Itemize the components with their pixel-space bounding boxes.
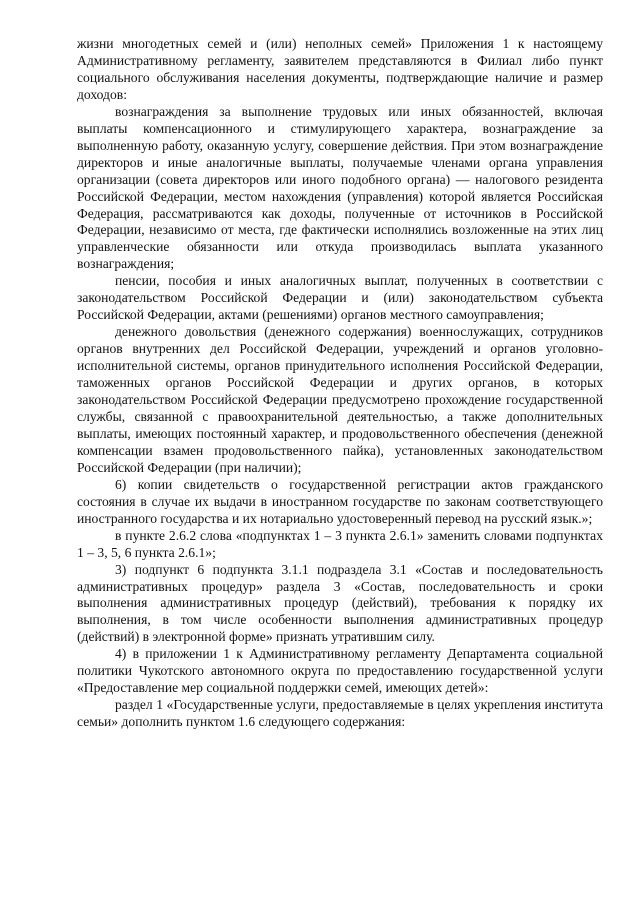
paragraph-item-3-repeal: 3) подпункт 6 подпункта 3.1.1 подраздела 3.1 «Состав и последовательность административных процедур» раздела 3 «Состав, последовательность и сроки выполнения административных процедур (действий), требования к порядку их выполнения, в том числе особенности выполнения административных процедур (действий) в электронной форме» признать утратившим силу. [77, 561, 603, 645]
paragraph-pensions-benefits: пенсии, пособия и иных аналогичных выплат, полученных в соответствии с законодательством Российской Федерации и (или) законодательством субъекта Российской Федерации, актами (решениями) органов местного самоуправления; [77, 273, 603, 323]
paragraph-clause-2-6-2: в пункте 2.6.2 слова «подпунктах 1 – 3 пункта 2.6.1» заменить словами подпунктах 1 – 3, 5, 6 пункта 2.6.1»; [77, 527, 603, 560]
paragraph-labor-remuneration: вознаграждения за выполнение трудовых или иных обязанностей, включая выплаты компенсационного и стимулирующего характера, вознаграждение за выполненную работу, оказанную услугу, совершение действия. При этом вознаграждение директоров и иные аналогичные выплаты, получаемые членами органа управления организации (совета директоров или иного подобного органа) — налогового резидента Российской Федерации, местом нахождения (управления) которой является Российская Федерация, рассматриваются как доходы, полученные от источников в Российской Федерации, независимо от места, где фактически исполнялись возложенные на этих лиц управленческие обязанности или откуда производилась выплата указанного вознаграждения; [77, 103, 603, 272]
paragraph-item-4-appendix: 4) в приложении 1 к Административному регламенту Департамента социальной политики Чукотского автономного округа по предоставлению государственной услуги «Предоставление мер социальной поддержки семей, имеющих детей»: [77, 646, 603, 696]
paragraph-income-documents-intro: жизни многодетных семей и (или) неполных семей» Приложения 1 к настоящему Административному регламенту, заявителем представляются в Филиал либо пункт социального обслуживания населения документы, подтверждающие наличие и размер доходов: [77, 36, 603, 102]
document-page [77, 36, 603, 731]
paragraph-section-1-addition: раздел 1 «Государственные услуги, предоставляемые в целях укрепления института семьи» дополнить пунктом 1.6 следующего содержания: [77, 697, 603, 730]
paragraph-item-6-certificates: 6) копии свидетельств о государственной регистрации актов гражданского состояния в случае их выдачи в иностранном государстве по законам соответствующего иностранного государства и их нотариально удостоверенный перевод на русский язык.»; [77, 476, 603, 526]
paragraph-military-allowance: денежного довольствия (денежного содержания) военнослужащих, сотрудников органов внутренних дел Российской Федерации, учреждений и органов уголовно-исполнительной системы, органов принудительного исполнения Российской Федерации, таможенных органов Российской Федерации и других органов, в которых законодательством Российской Федерации предусмотрено прохождение государственной службы, связанной с правоохранительной деятельностью, а также дополнительных выплаты, имеющих постоянный характер, и продовольственного обеспечения (денежной компенсации взамен продовольственного пайка), установленных законодательством Российской Федерации (при наличии); [77, 324, 603, 475]
